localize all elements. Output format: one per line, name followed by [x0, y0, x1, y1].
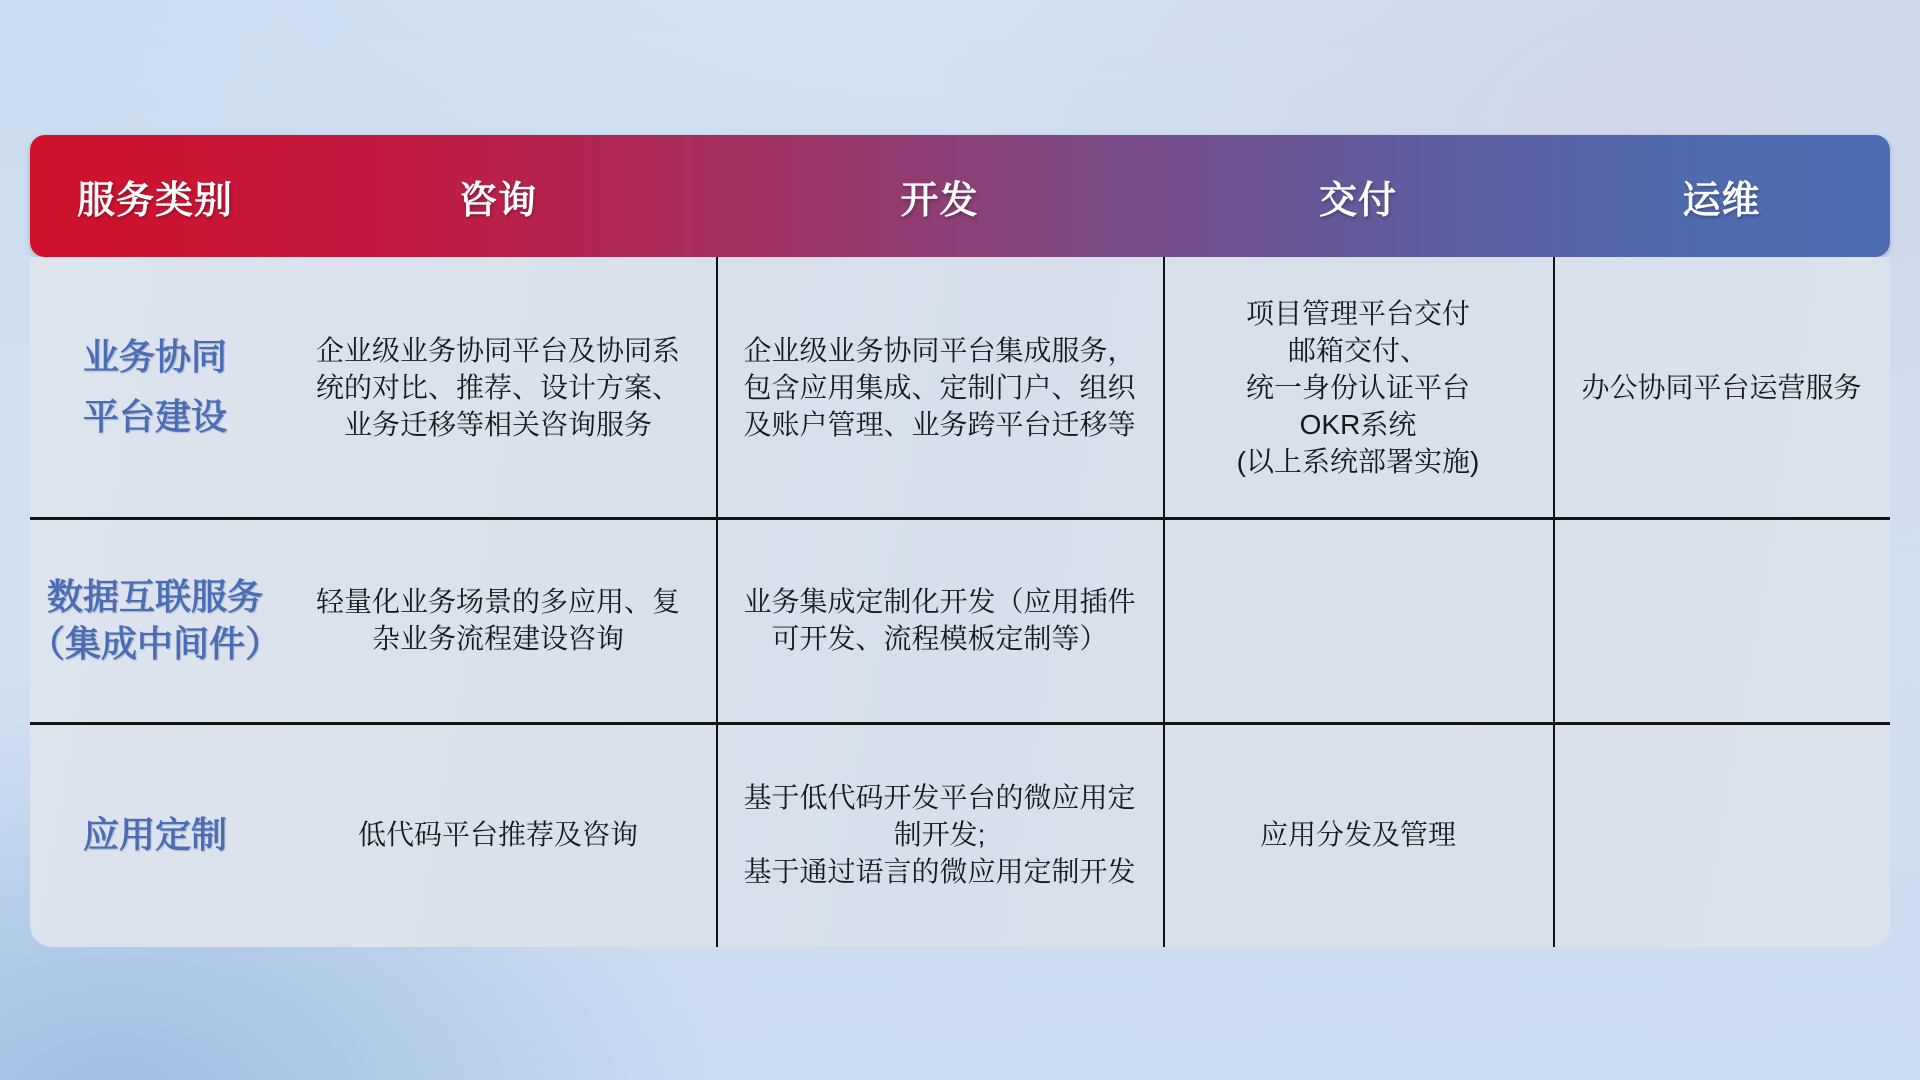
cell-line: 可开发、流程模板定制等）: [771, 622, 1108, 654]
column-header-operations: 运维: [1682, 179, 1761, 222]
cell-line: 邮箱交付、: [1287, 334, 1428, 366]
cell-delivery-row1: [1163, 257, 1553, 517]
table-header: [30, 135, 1890, 257]
row-divider: [30, 517, 1890, 520]
cell-development-row3: [716, 722, 1163, 947]
cell-consulting-row2: [280, 517, 716, 722]
cell-line: 办公协同平台运营服务: [1581, 371, 1862, 403]
cell-line: 轻量化业务场景的多应用、复: [315, 585, 680, 617]
cell-line: 杂业务流程建设咨询: [371, 622, 624, 654]
cell-operations-row3: [1553, 722, 1890, 947]
column-divider: [1553, 257, 1555, 947]
cell-line: 统一身份认证平台: [1245, 371, 1470, 403]
cell-consulting-row3: [280, 722, 716, 947]
cell-category-row3: [30, 722, 280, 947]
cell-line: 业务集成定制化开发（应用插件: [743, 585, 1136, 617]
cell-line: 基于低代码开发平台的微应用定: [743, 782, 1136, 813]
column-divider: [1163, 257, 1165, 947]
table-grid: [30, 257, 1890, 947]
row-divider: [30, 722, 1890, 725]
column-header-development: 开发: [900, 179, 979, 222]
cell-line: 项目管理平台交付: [1245, 297, 1470, 329]
cell-delivery-row2: [1163, 517, 1553, 722]
column-divider: [716, 257, 718, 947]
cell-line: 制开发;: [893, 819, 986, 850]
cell-line: 及账户管理、业务跨平台迁移等: [743, 408, 1136, 440]
cell-operations-row2: [1553, 517, 1890, 722]
cell-delivery-row3: [1163, 722, 1553, 947]
cell-development-row1: [716, 257, 1163, 517]
cell-line: 业务迁移等相关咨询服务: [343, 408, 652, 440]
cell-line: 企业级业务协同平台及协同系: [315, 334, 680, 366]
column-header-category: 服务类别: [76, 179, 233, 222]
table-body: [30, 257, 1890, 947]
cell-line: （集成中间件）: [29, 622, 282, 664]
cell-operations-row1: [1553, 257, 1890, 517]
column-header-consulting: 咨询: [458, 179, 537, 222]
cell-line: 统的对比、推荐、设计方案、: [315, 371, 680, 403]
cell-consulting-row1: [280, 257, 716, 517]
cell-line: 基于通过语言的微应用定制开发: [743, 856, 1136, 887]
cell-line: 应用定制: [82, 814, 227, 855]
cell-line: 应用分发及管理: [1259, 819, 1456, 850]
cell-line: OKR系统: [1299, 408, 1417, 440]
cell-line: 平台建设: [82, 396, 227, 437]
cell-line: 业务协同: [82, 336, 227, 377]
cell-line: (以上系统部署实施): [1236, 445, 1480, 477]
cell-line: 企业级业务协同平台集成服务，: [743, 334, 1136, 366]
cell-line: 包含应用集成、定制门户、组织: [743, 371, 1136, 403]
cell-category-row2: [30, 517, 280, 722]
cell-category-row1: [30, 257, 280, 517]
cell-line: 数据互联服务: [46, 575, 263, 617]
cell-development-row2: [716, 517, 1163, 722]
column-header-delivery: 交付: [1318, 179, 1397, 222]
cell-line: 低代码平台推荐及咨询: [357, 819, 638, 850]
